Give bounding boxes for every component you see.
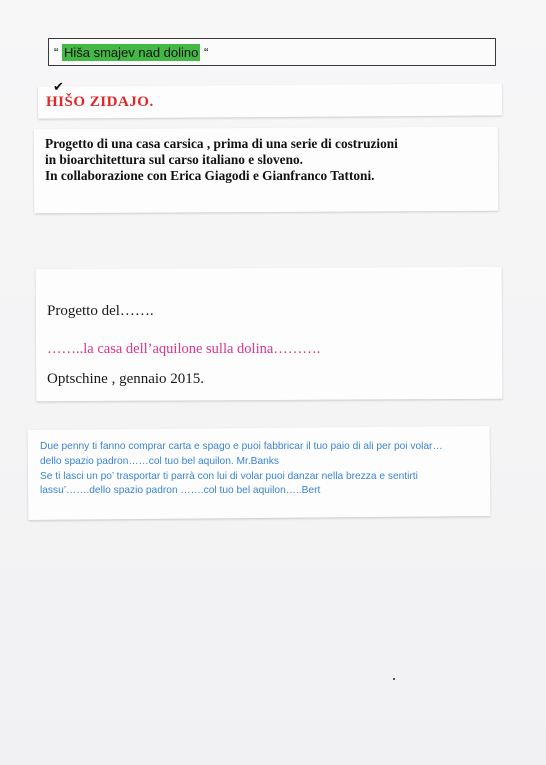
heading-red: HIŠO ZIDAJO.: [46, 94, 154, 110]
quote-block: [40, 440, 486, 499]
quote-line: Due penny ti fanno comprar carta e spago e puoi fabbricar il tuo paio di ali per poi volar…: [40, 441, 443, 452]
description-line: In collaborazione con Erica Giagodi e Gianfranco Tattoni.: [45, 168, 375, 183]
document-title: [54, 45, 208, 60]
description-line: in bioarchitettura sul carso italiano e sloveno.: [45, 152, 303, 167]
handwritten-check-icon: ✔: [53, 80, 64, 95]
project-line-2: ……..la casa dell’aquilone sulla dolina……….: [47, 341, 321, 357]
quote-line: Se ti lasci un po’ trasportar ti parrà con lui di volar puoi danzar nella brezza e sentirti: [40, 470, 418, 482]
title-highlighted-text: Hiša smajev nad dolino: [63, 45, 199, 60]
description-line: Progetto di una casa carsica , prima di una serie di costruzioni: [45, 136, 398, 151]
project-place-date: Optschine , gennaio 2015.: [47, 371, 205, 387]
title-close-quote: “: [200, 45, 209, 60]
quote-line: dello spazio padron……col tuo bel aquilon. Mr.Banks: [40, 455, 279, 467]
quote-line: lassu’…….dello spazio padron …….col tuo bel aquilon…..Bert: [40, 485, 321, 497]
title-open-quote: “: [54, 45, 62, 60]
project-line-1: Progetto del…….: [47, 303, 154, 319]
description-block: [45, 136, 495, 184]
ink-dot: [393, 678, 395, 680]
